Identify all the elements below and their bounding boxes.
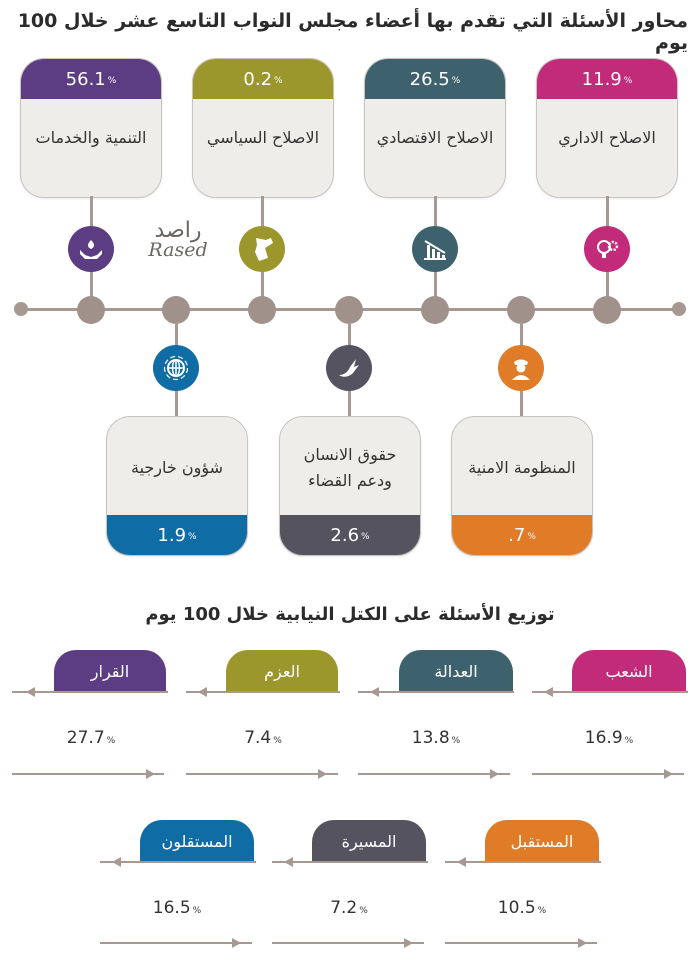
bloc-tab: المستقبل xyxy=(485,820,599,862)
timeline-node xyxy=(162,296,190,324)
bulb-gear-icon xyxy=(584,226,630,272)
bloc-value: 13.8 % xyxy=(411,728,461,748)
axis-card-security xyxy=(451,416,593,556)
timeline-node xyxy=(421,296,449,324)
bloc-tab: العدالة xyxy=(399,650,513,692)
arrow-right-icon xyxy=(490,769,499,779)
axis-value: 26.5 xyxy=(409,68,450,90)
axis-card-economic xyxy=(364,58,506,198)
bloc-tab: العزم xyxy=(226,650,338,692)
bloc-value: 7.2 % xyxy=(330,898,368,918)
arrow-right-icon xyxy=(146,769,155,779)
axis-value: 1.9 xyxy=(157,524,187,546)
axis-value-bar: 1.9 % xyxy=(107,515,247,555)
axis-value: 56.1 xyxy=(65,68,106,90)
bloc-top-line xyxy=(186,691,340,693)
timeline-node xyxy=(248,296,276,324)
axis-card-foreign xyxy=(106,416,248,556)
bloc-top-line xyxy=(100,861,256,863)
bloc-tab: المستقلون xyxy=(140,820,254,862)
axis-label: الاصلاح السياسي xyxy=(206,128,320,147)
officer-icon xyxy=(498,345,544,391)
bloc-top-line xyxy=(272,861,428,863)
arrow-right-icon xyxy=(404,938,413,948)
axis-card-development xyxy=(20,58,162,198)
bloc-top-line xyxy=(532,691,688,693)
logo-english: Rased xyxy=(148,239,208,261)
bloc-value: 7.4 % xyxy=(244,728,282,748)
bloc-value: 16.5 % xyxy=(152,898,202,918)
bloc-bottom-line xyxy=(358,773,510,775)
axis-label: الاصلاح الاداري xyxy=(558,128,656,147)
bloc-top-line xyxy=(358,691,514,693)
bloc-bottom-line xyxy=(272,942,424,944)
timeline-node xyxy=(593,296,621,324)
bloc-tab: المسيرة xyxy=(312,820,426,862)
axis-card-human-rights xyxy=(279,416,421,556)
axis-value: 0.2 xyxy=(243,68,273,90)
timeline-start-cap xyxy=(14,302,28,316)
globe-icon xyxy=(153,345,199,391)
bloc-top-line xyxy=(445,861,601,863)
page-title: محاور الأسئلة التي تقدم بها أعضاء مجلس النواب التاسع عشر خلال 100 يوم xyxy=(17,10,688,54)
axis-value: 2.6 xyxy=(330,524,360,546)
section-subtitle: توزيع الأسئلة على الكتل النيابية خلال 100 يوم xyxy=(145,604,555,625)
axis-value: .7 xyxy=(508,524,526,546)
axis-value-bar: 0.2 % xyxy=(193,59,333,99)
bloc-bottom-line xyxy=(532,773,684,775)
jordan-map-icon xyxy=(239,226,285,272)
axis-label: التنمية والخدمات xyxy=(35,128,147,147)
bloc-value: 16.9 % xyxy=(584,728,634,748)
arrow-left-icon xyxy=(544,687,553,697)
timeline-end-cap xyxy=(672,302,686,316)
bloc-top-line xyxy=(12,691,168,693)
chart-down-icon xyxy=(412,226,458,272)
timeline-node xyxy=(507,296,535,324)
bloc-bottom-line xyxy=(445,942,597,944)
dove-icon xyxy=(326,345,372,391)
arrow-right-icon xyxy=(232,938,241,948)
bloc-value: 10.5 % xyxy=(497,898,547,918)
arrow-left-icon xyxy=(457,857,466,867)
axis-value-bar: 26.5 % xyxy=(365,59,505,99)
arrow-left-icon xyxy=(198,687,207,697)
bloc-bottom-line xyxy=(100,942,252,944)
axis-label: شؤون خارجية xyxy=(130,458,224,477)
axis-label: حقوق الانسان ودعم القضاء xyxy=(303,445,397,490)
axis-label: الاصلاح الاقتصادي xyxy=(376,128,494,147)
arrow-right-icon xyxy=(318,769,327,779)
axis-value: 11.9 xyxy=(581,68,622,90)
arrow-right-icon xyxy=(578,938,587,948)
bloc-value: 27.7 % xyxy=(66,728,116,748)
arrow-left-icon xyxy=(26,687,35,697)
bloc-tab: الشعب xyxy=(572,650,686,692)
axis-value-bar: 11.9 % xyxy=(537,59,677,99)
bloc-bottom-line xyxy=(186,773,338,775)
timeline-node xyxy=(77,296,105,324)
axis-card-administrative xyxy=(536,58,678,198)
axis-value-bar: 56.1 % xyxy=(21,59,161,99)
arrow-left-icon xyxy=(112,857,121,867)
bloc-bottom-line xyxy=(12,773,164,775)
axis-card-political xyxy=(192,58,334,198)
axis-value-bar: 2.6 % xyxy=(280,515,420,555)
logo-arabic: راصد xyxy=(154,218,202,243)
rased-logo xyxy=(128,218,228,261)
bloc-tab: القرار xyxy=(54,650,166,692)
axis-value-bar: .7 % xyxy=(452,515,592,555)
axis-label: المنظومة الامنية xyxy=(468,458,576,477)
timeline-node xyxy=(335,296,363,324)
arrow-left-icon xyxy=(370,687,379,697)
arrow-right-icon xyxy=(664,769,673,779)
arrow-left-icon xyxy=(284,857,293,867)
hands-plant-icon xyxy=(68,226,114,272)
